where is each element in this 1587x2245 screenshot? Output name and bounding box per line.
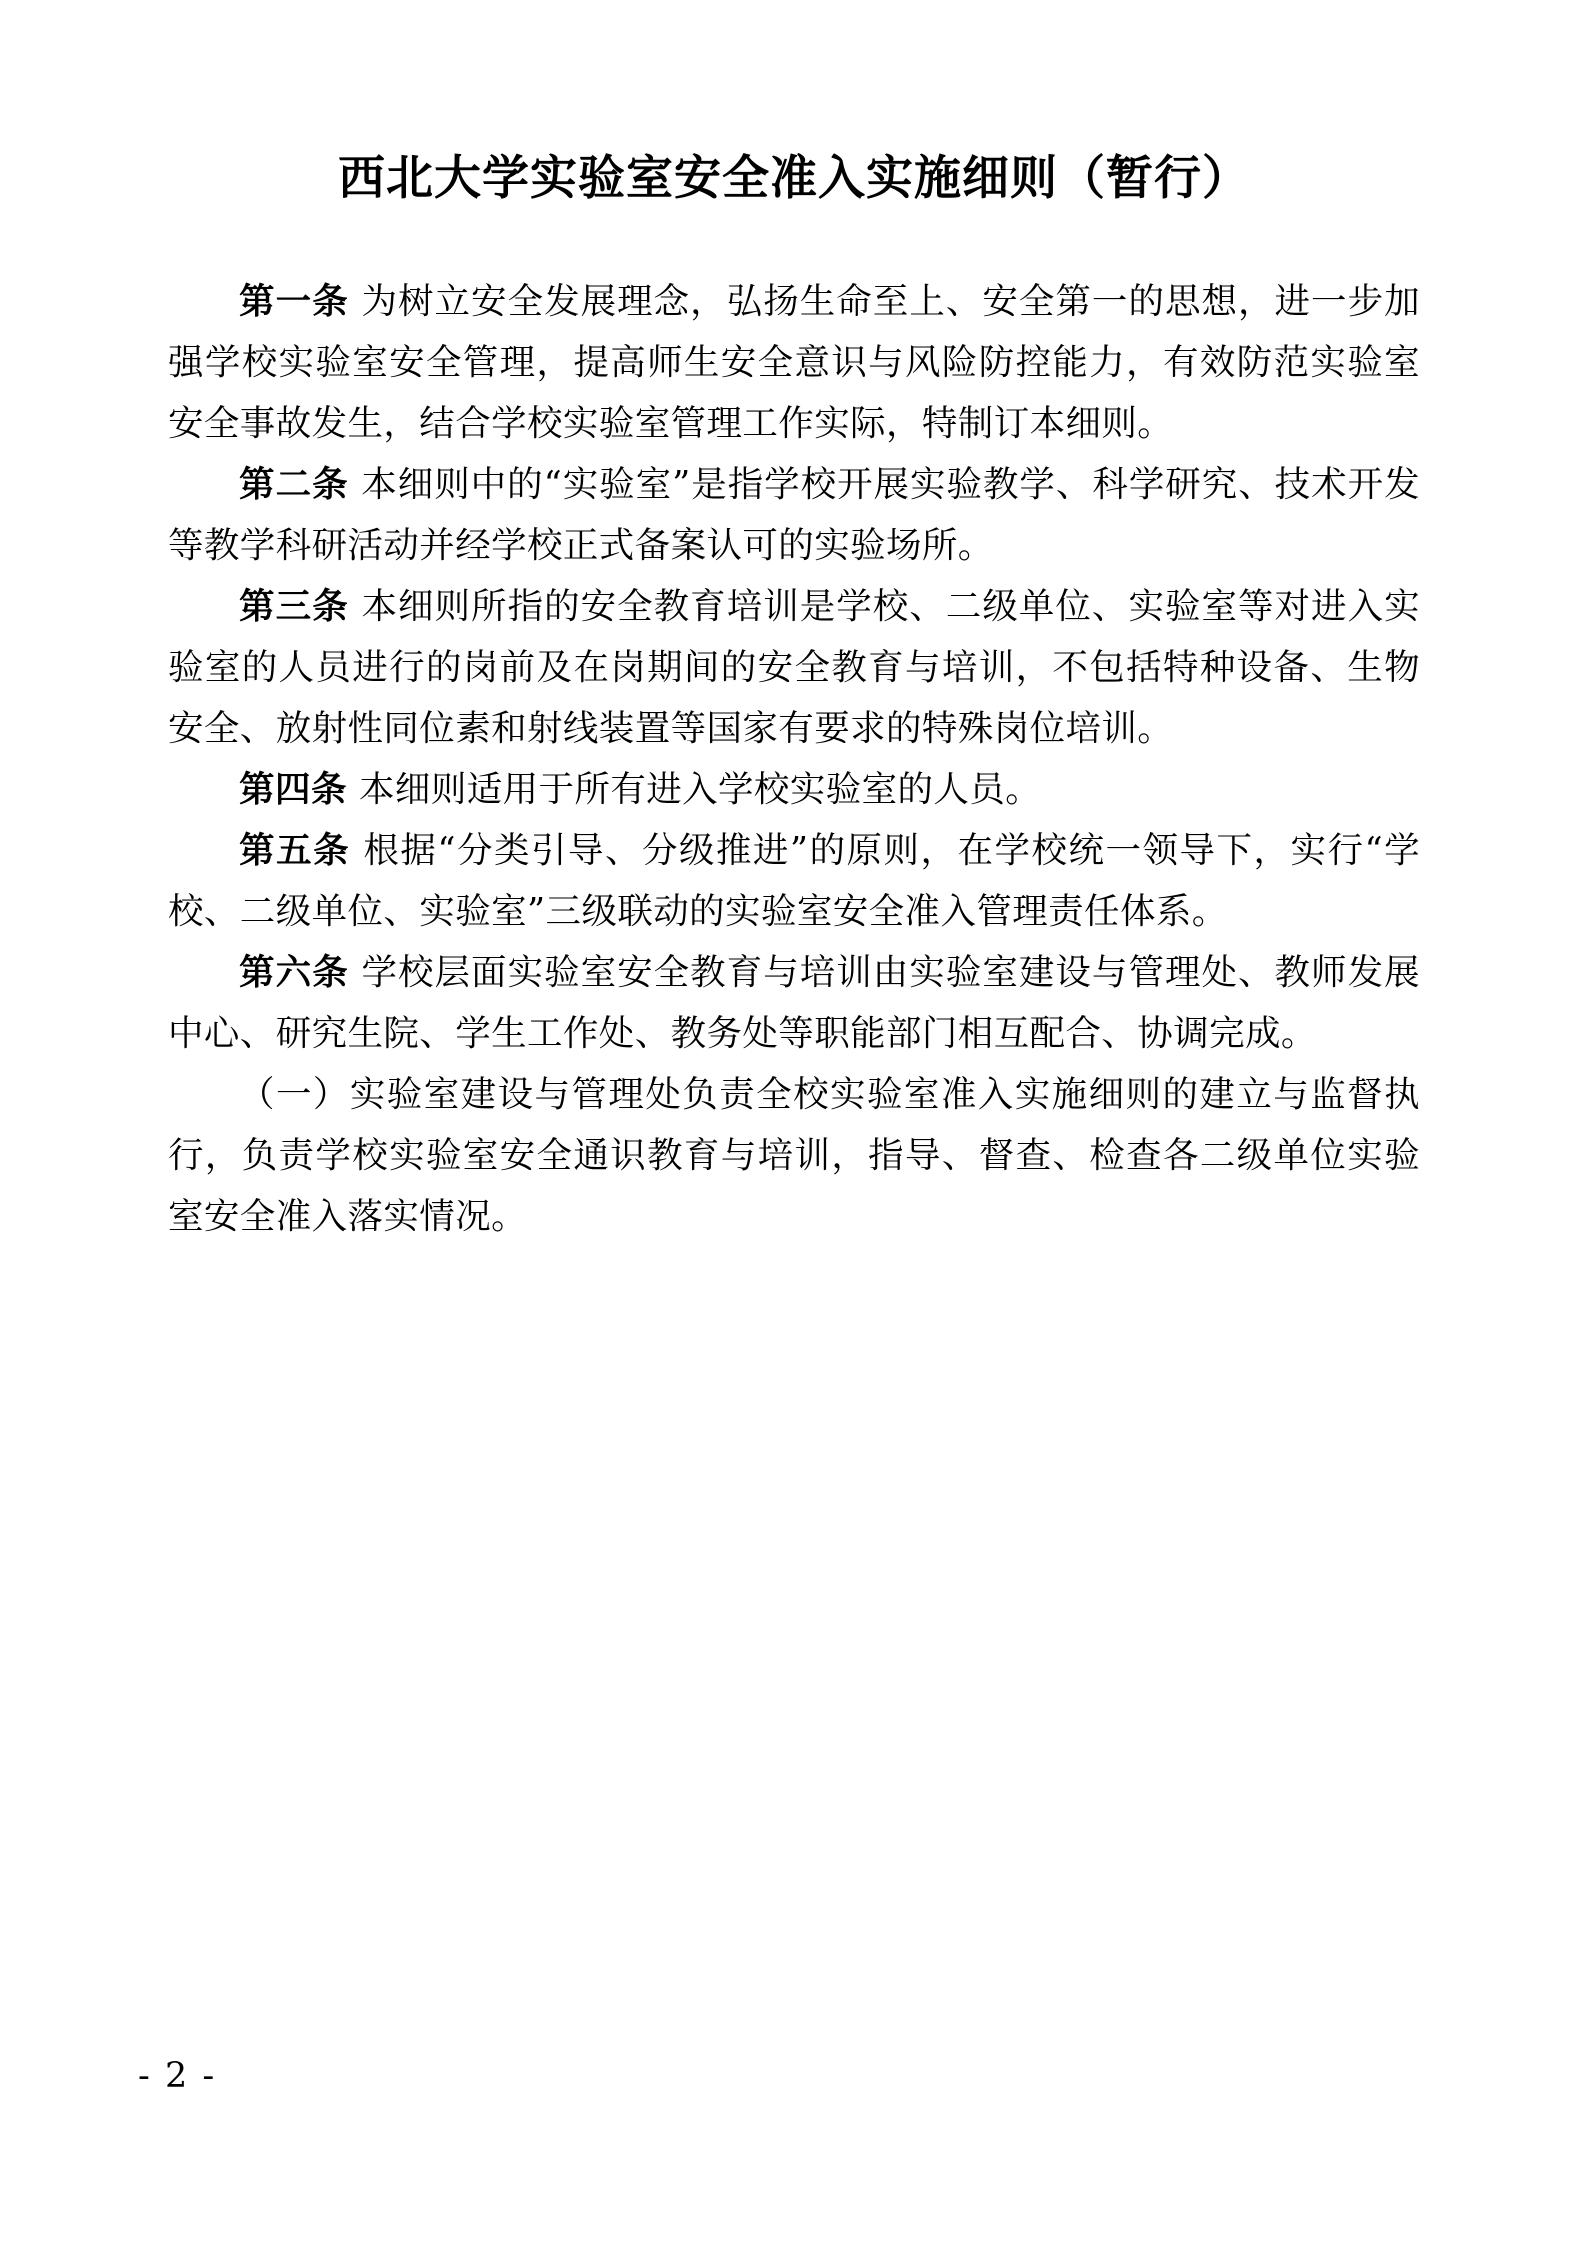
paragraph-article-6 [168, 942, 1420, 1064]
article-text-1: 为树立安全发展理念，弘扬生命至上、安全第一的思想，进一步加强学校实验室安全管理，提高师生安全意识与风险防控能力，有效防范实验室安全事故发生，结合学校实验室管理工作实际，特制订本细则。 [168, 280, 1420, 444]
item-text-1: （一）实验室建设与管理处负责全校实验室准入实施细则的建立与监督执行，负责学校实验室安全通识教育与培训，指导、督查、检查各二级单位实验室安全准入落实情况。 [168, 1074, 1420, 1238]
paragraph-article-5 [168, 820, 1420, 942]
paragraph-article-2 [168, 454, 1420, 576]
document-content [168, 0, 1420, 1248]
article-text-6: 学校层面实验室安全教育与培训由实验室建设与管理处、教师发展中心、研究生院、学生工作处、教务处等职能部门相互配合、协调完成。 [168, 952, 1420, 1055]
page-title: 西北大学实验室安全准入实施细则（暂行） [338, 151, 1250, 206]
article-label-3: 第三条 [239, 585, 349, 627]
article-label-4: 第四条 [239, 769, 348, 811]
paragraph-article-4 [168, 759, 1420, 820]
article-label-6: 第六条 [239, 952, 349, 994]
paragraph-article-3 [168, 576, 1420, 759]
paragraph-item-1 [168, 1064, 1420, 1247]
article-text-2: 本细则中的“实验室”是指学校开展实验教学、科学研究、技术开发等教学科研活动并经学校正式备案认可的实验场所。 [168, 463, 1420, 566]
document-body [168, 271, 1420, 1248]
article-text-3: 本细则所指的安全教育培训是学校、二级单位、实验室等对进入实验室的人员进行的岗前及在岗期间的安全教育与培训，不包括特种设备、生物安全、放射性同位素和射线装置等国家有要求的特殊岗位培训。 [168, 585, 1420, 750]
article-text-4: 本细则适用于所有进入学校实验室的人员。 [359, 769, 1042, 811]
page-number: - 2 - [138, 2056, 217, 2096]
article-text-5: 根据“分类引导、分级推进”的原则，在学校统一领导下，实行“学校、二级单位、实验室”三级联动的实验室安全准入管理责任体系。 [168, 830, 1420, 933]
paragraph-article-1 [168, 271, 1420, 454]
article-label-5: 第五条 [239, 830, 351, 872]
article-label-2: 第二条 [239, 463, 349, 505]
article-label-1: 第一条 [239, 280, 349, 322]
